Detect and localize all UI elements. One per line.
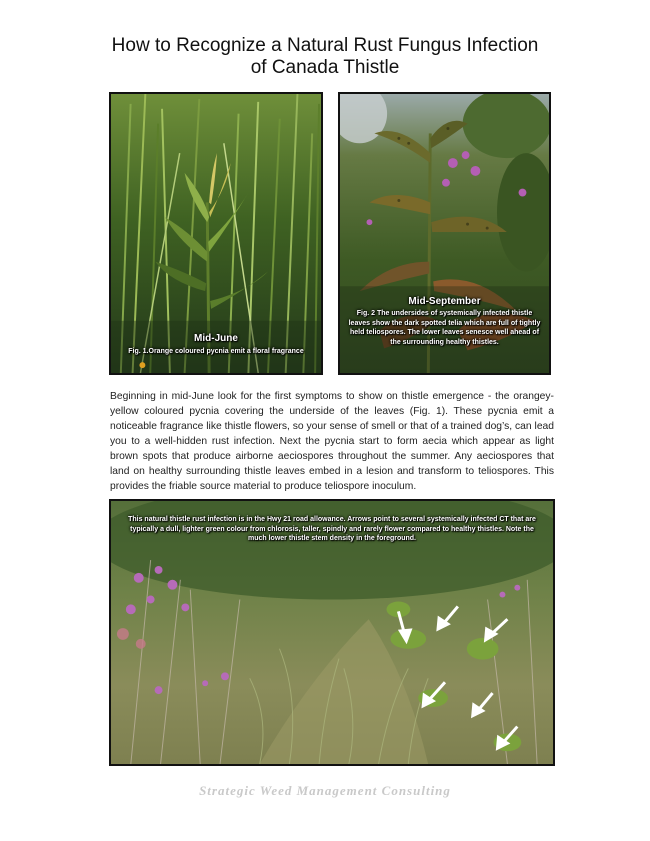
title-line-2: of Canada Thistle: [250, 57, 400, 78]
figure-1-heading: Mid-June: [194, 333, 238, 344]
page-title: [40, 35, 610, 79]
footer-credit: Strategic Weed Management Consulting: [199, 783, 451, 798]
title-line-1: How to Recognize a Natural Rust Fungus Infection: [111, 35, 539, 56]
mid-june-thistle-image: [111, 94, 321, 373]
body-paragraph: Beginning in mid-June look for the first symptoms to show on thistle emergence - the orangey-yellow coloured pycnia covering the underside of the leaves (Fig. 1). These pycnia emit a noticeable fragrance like thistle flowers, so your sense of smell or that of a trained dog’s, can lead you to a well-hidden rust infection. Next the pycnia start to form aecia which appear as light brown spots that produce airborne aeciospores throughout the summer. Any aeciospores that land on healthy surrounding thistle leaves embed in a lesion and transform to teliospores. This provides the friable source material to produce teliospore inoculum.: [110, 391, 554, 492]
figure-2-heading: Mid-September: [408, 296, 481, 307]
figure-3-photo: [109, 499, 555, 766]
figure-1-photo: [109, 92, 323, 375]
figure-3-caption: This natural thistle rust infection is in the Hwy 21 road allowance. Arrows point to several systemically infected CT that are typically a dull, lighter green colour from chlorosis, taller, spindly and rarely flower compared to healthy thistles. Note the much lower thistle stem density in the foreground.: [128, 516, 536, 542]
figure-2-caption: Fig. 2 The undersides of systemically infected thistle leaves show the dark spotted telia which are full of tightly held teliospores. The lower leaves senesce well ahead of the surrounding healthy thistles.: [348, 310, 541, 346]
figure-2-photo: [338, 92, 551, 375]
figure-1-caption: Fig. 1.Orange coloured pycnia emit a floral fragrance: [128, 348, 304, 355]
